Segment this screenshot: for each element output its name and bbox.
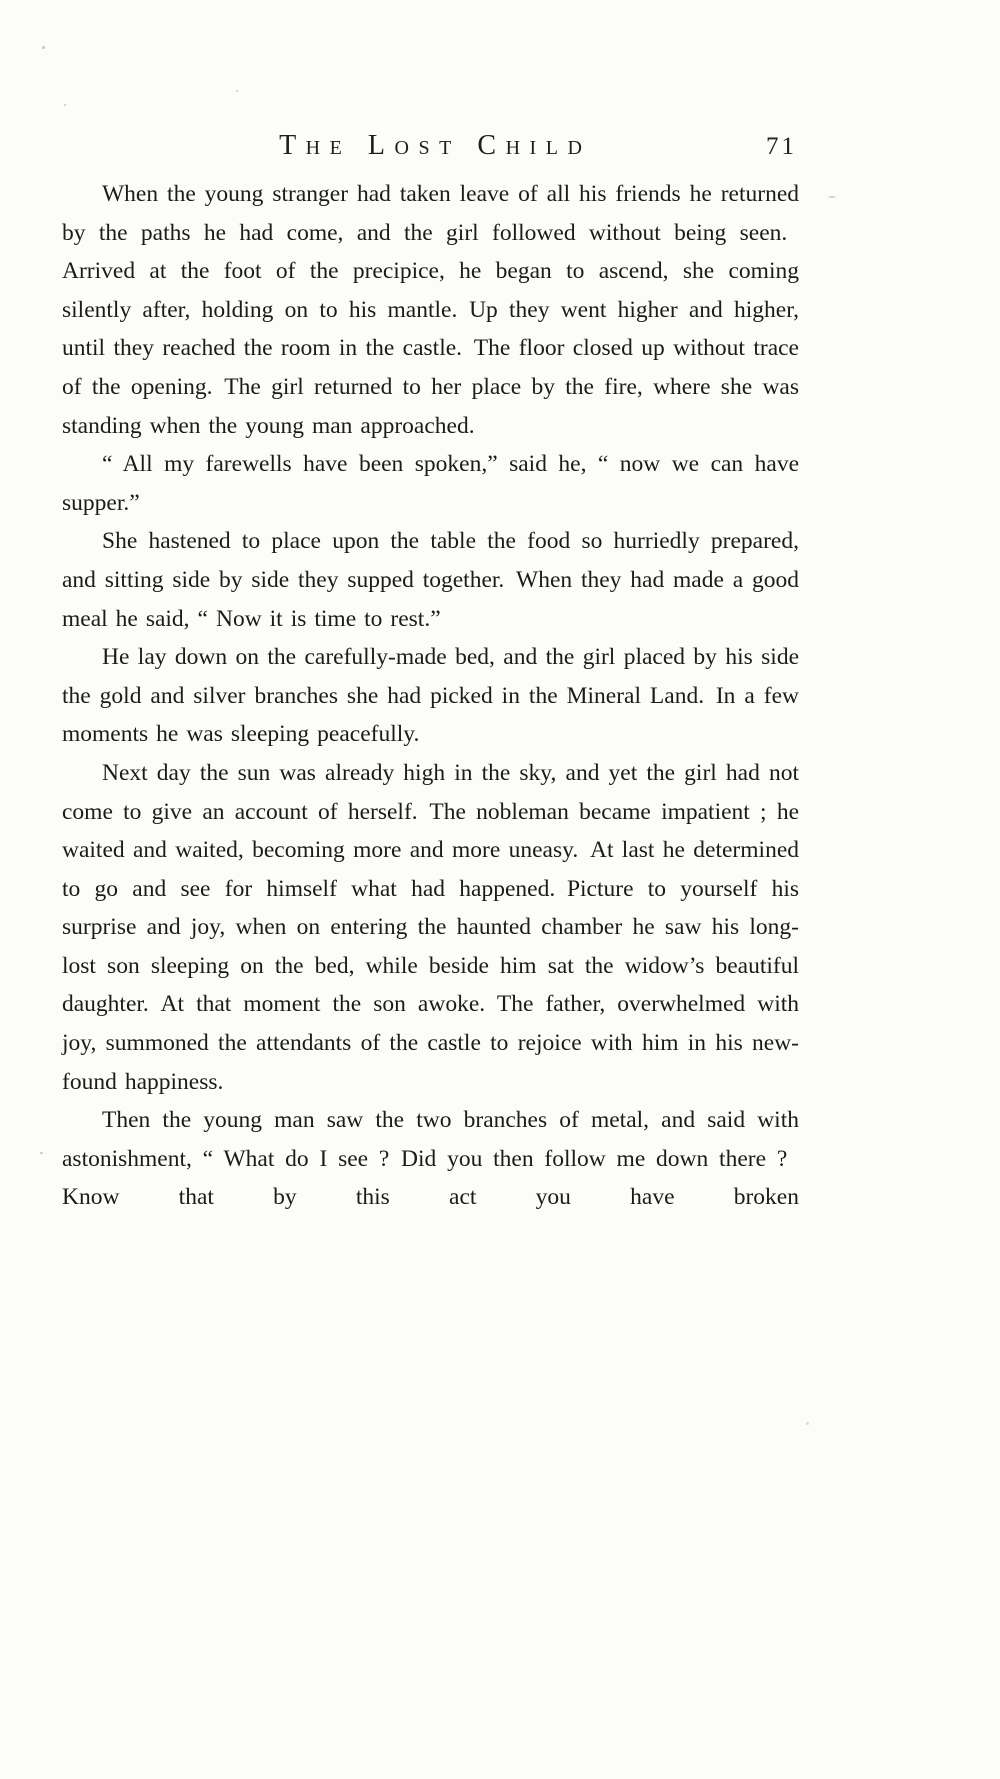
scan-speck bbox=[42, 46, 45, 49]
paragraph: When the young stranger had taken leave of all his friends he returned by the paths he had come, and the girl followed without being seen. Arrived at the foot of the precipice, he began to ascend, she coming silently after, holding on to his mantle. Up they went higher and higher, until they reached the room in the castle. The floor closed up without trace of the opening. The girl returned to her place by the fire, where she was standing when the young man approached. bbox=[62, 181, 799, 439]
paragraph: Then the young man saw the two branches of metal, and said with astonishment, “ What do I see ? Did you then follow me down there ? Know that by this act you have broken bbox=[62, 1107, 799, 1211]
page-number: 71 bbox=[766, 133, 797, 160]
scan-speck bbox=[40, 1152, 43, 1154]
paragraph: She hastened to place upon the table the food so hurriedly prepared, and sitting side by side they supped together. When they had made a good meal he said, “ Now it is time to rest.” bbox=[62, 528, 799, 632]
scan-speck bbox=[806, 1422, 809, 1425]
chapter-title: The Lost Child bbox=[279, 130, 592, 161]
scan-speck bbox=[828, 196, 836, 198]
paragraph: Next day the sun was already high in the sky, and yet the girl had not come to give an account of herself. The nobleman became impatient ; he waited and waited, becoming more and more uneasy. At last he determined to go and see for himself what had happened. Picture to yourself his surprise and joy, when on entering the haunted chamber he saw his long-lost son sleeping on the bed, while beside him sat the widow’s beautiful daughter. At that moment the son awoke. The father, overwhelmed with joy, summoned the attendants of the castle to rejoice with him in his new-found happiness. bbox=[62, 759, 799, 1095]
scan-speck bbox=[236, 90, 238, 92]
page-header bbox=[62, 130, 799, 170]
paragraph: He lay down on the carefully-made bed, and the girl placed by his side the gold and silver branches she had picked in the Mineral Land. In a few moments he was sleeping peacefully. bbox=[62, 644, 799, 748]
scan-speck bbox=[64, 104, 66, 106]
paragraph: “ All my farewells have been spoken,” said he, “ now we can have supper.” bbox=[62, 451, 799, 516]
text-block bbox=[62, 175, 799, 1217]
